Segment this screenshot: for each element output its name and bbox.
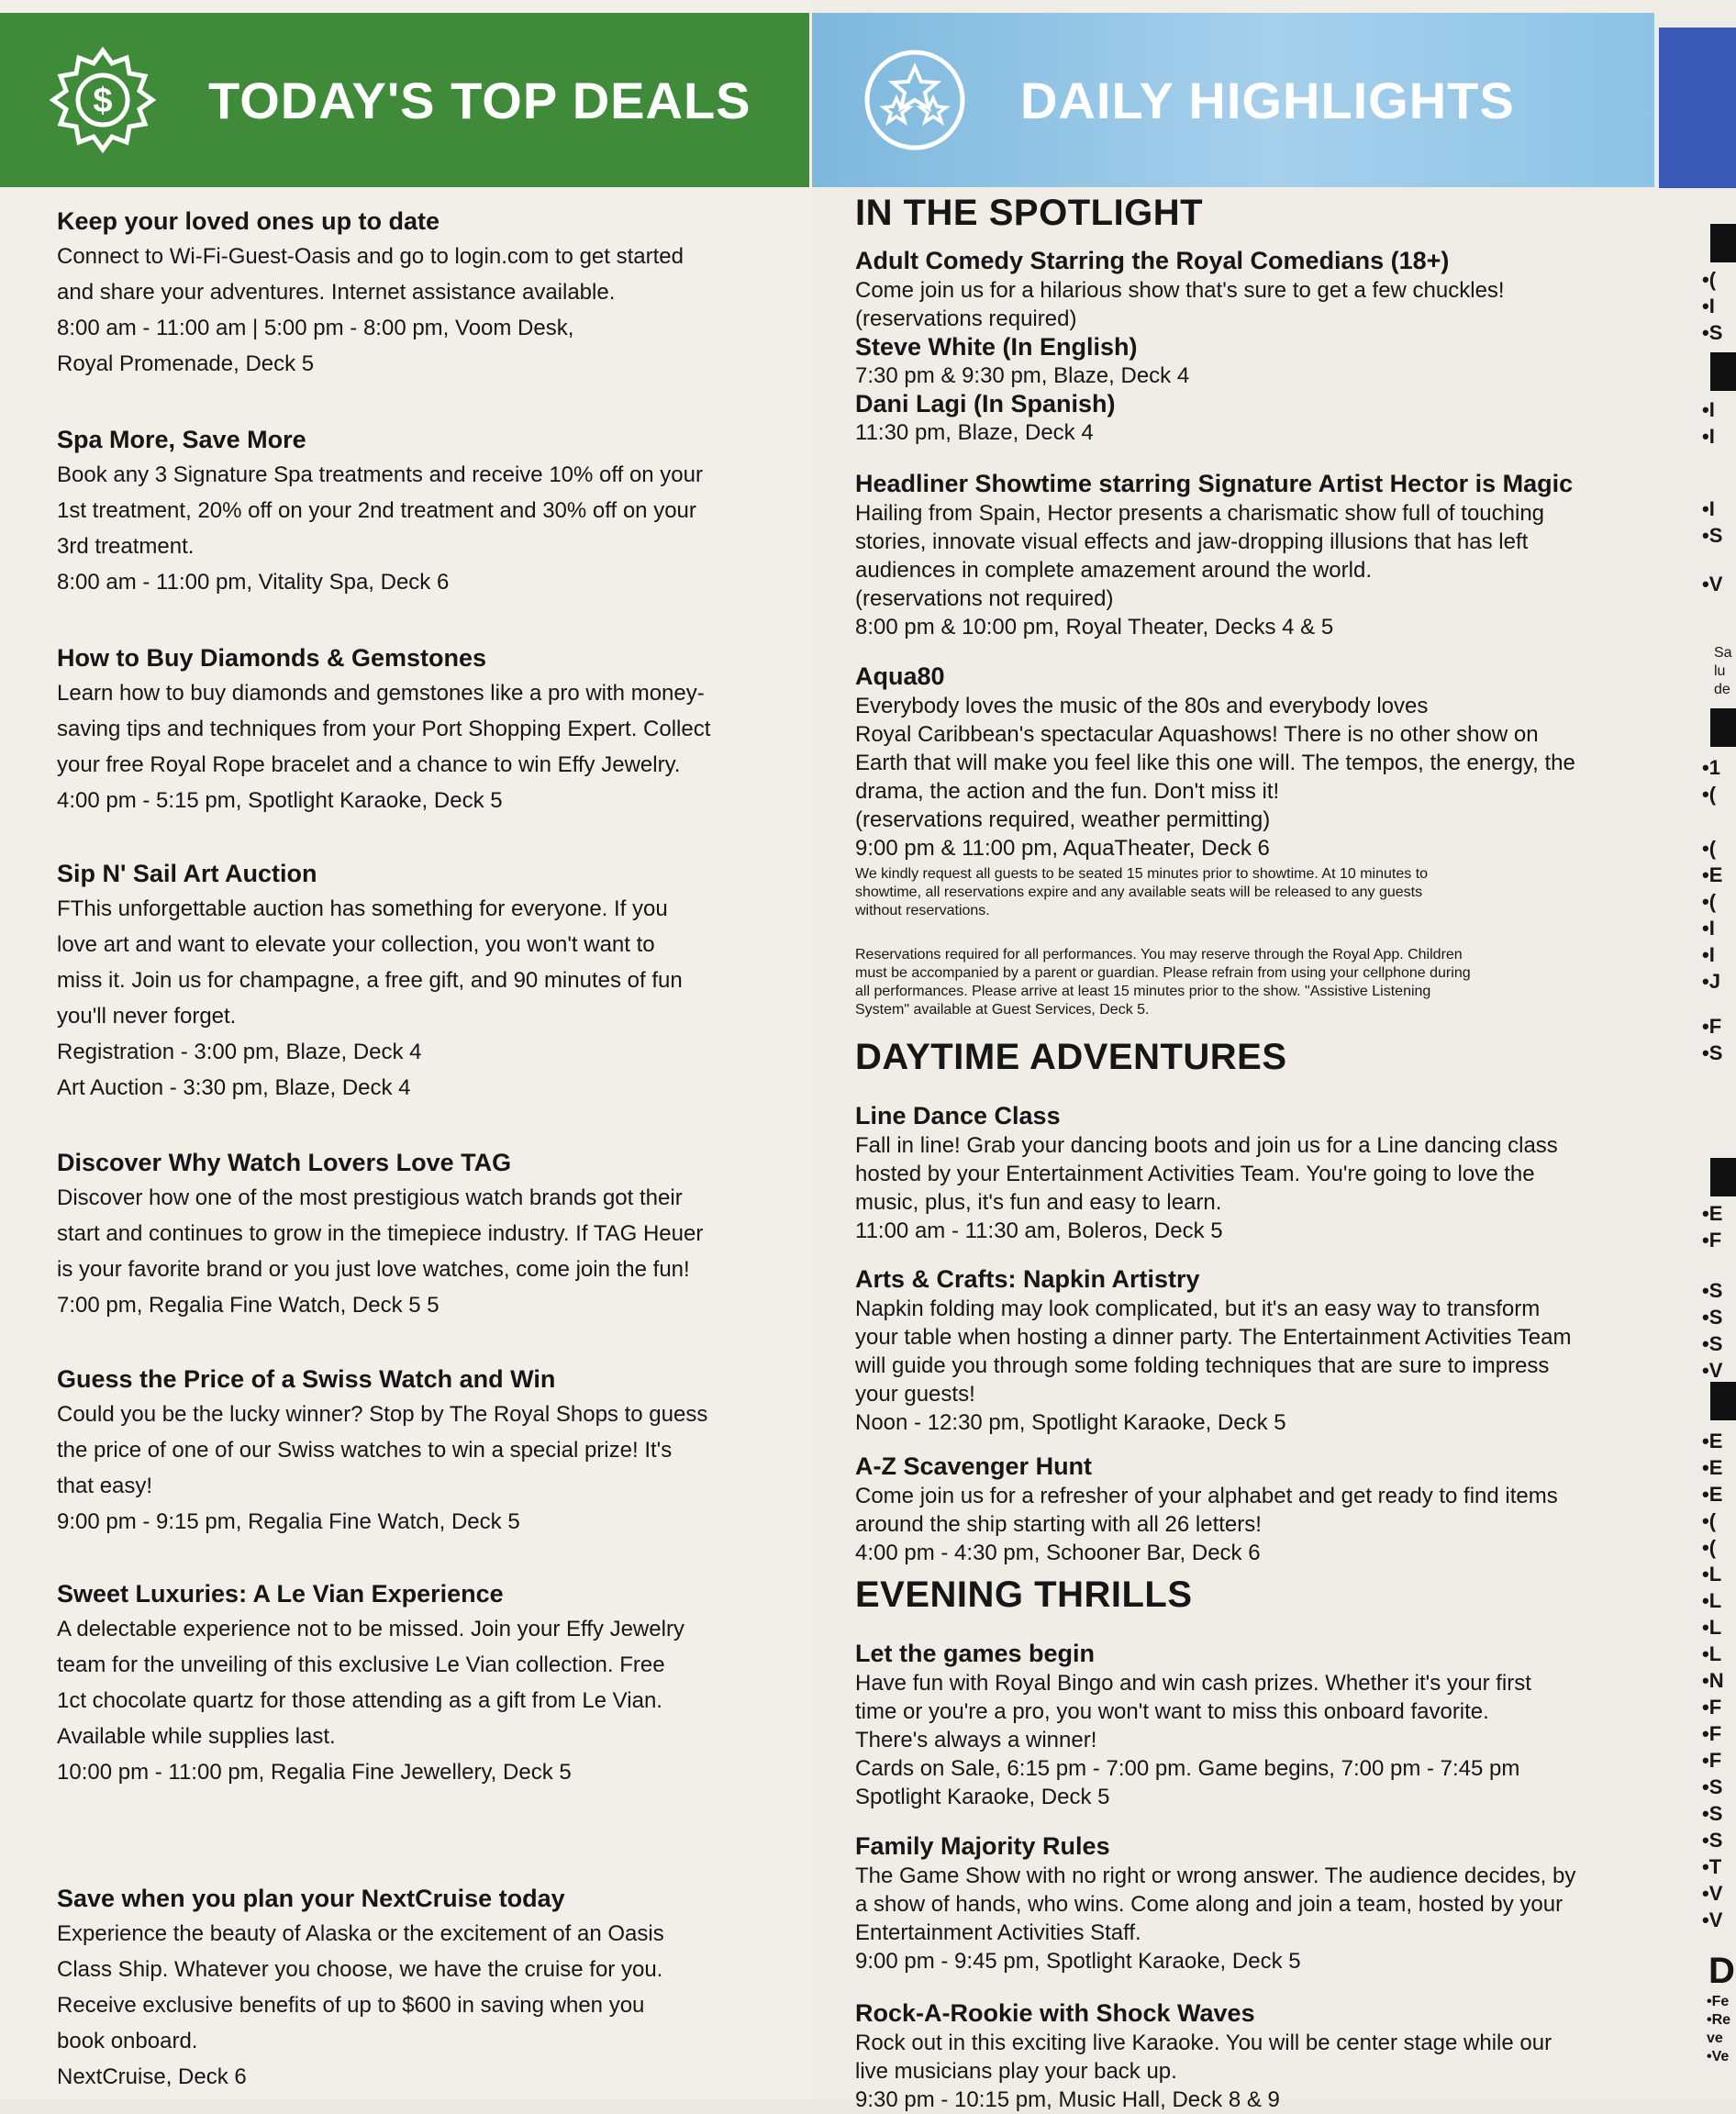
fine-line: System" available at Guest Services, Deck 5.: [855, 1002, 1150, 1018]
bullet-fragment: •S: [1702, 1332, 1723, 1355]
deal-line: Art Auction - 3:30 pm, Blaze, Deck 4: [57, 1075, 411, 1100]
bullet-fragment: •J: [1702, 970, 1720, 993]
event-line: a show of hands, who wins. Come along and join a team, hosted by your: [855, 1892, 1564, 1917]
bullet-fragment: •S: [1702, 1041, 1723, 1064]
bullet-fragment: •E: [1702, 1483, 1723, 1506]
right-bottom-fragment: •Fe •Re ve •Ve: [1707, 1994, 1731, 2064]
deal-line: Learn how to buy diamonds and gemstones like a pro with money-: [57, 681, 705, 706]
event-headliner: [855, 469, 1617, 641]
event-line: live musicians play your back up.: [855, 2059, 1177, 2084]
right-section-tab: [1710, 352, 1736, 391]
bullet-fragment: •I: [1702, 497, 1715, 520]
deal-line: Registration - 3:00 pm, Blaze, Deck 4: [57, 1040, 422, 1064]
bullet-fragment: •I: [1702, 398, 1715, 421]
event-line: 11:00 am - 11:30 am, Boleros, Deck 5: [855, 1218, 1223, 1243]
bullet-fragment: •(: [1702, 1509, 1717, 1532]
top-deals-title: TODAY'S TOP DEALS: [208, 71, 751, 129]
bullet-fragment: •L: [1702, 1563, 1722, 1586]
event-line: 9:30 pm - 10:15 pm, Music Hall, Deck 8 & 9: [855, 2087, 1280, 2112]
event-majority-rules: [855, 1831, 1617, 1975]
bullet-fragment: •T: [1702, 1855, 1722, 1878]
event-line: audiences in complete amazement around the world.: [855, 558, 1372, 583]
event-scavenger: [855, 1452, 1617, 1567]
event-line: stories, innovate visual effects and jaw-dropping illusions that has left: [855, 529, 1529, 554]
event-line: time or you're a pro, you won't want to miss this onboard favorite.: [855, 1699, 1489, 1724]
deal-line: Connect to Wi-Fi-Guest-Oasis and go to login.com to get started: [57, 244, 684, 269]
event-line: Rock out in this exciting live Karaoke. You will be center stage while our: [855, 2031, 1552, 2055]
bullet-fragment: •E: [1702, 863, 1723, 886]
event-title: Rock-A-Rookie with Shock Waves: [855, 1999, 1255, 2027]
bullet-fragment: •S: [1702, 321, 1723, 344]
act-time: 7:30 pm & 9:30 pm, Blaze, Deck 4: [855, 363, 1190, 388]
event-aqua80: [855, 662, 1617, 862]
deal-line: love art and want to elevate your collection, you won't want to: [57, 932, 655, 957]
deal-title: Guess the Price of a Swiss Watch and Win: [57, 1365, 556, 1393]
deal-swiss-watch: [57, 1362, 791, 1540]
deal-line: 4:00 pm - 5:15 pm, Spotlight Karaoke, Deck 5: [57, 788, 503, 813]
bullet-fragment: •I: [1702, 295, 1715, 317]
fine-line: without reservations.: [855, 903, 990, 918]
deal-line: 8:00 am - 11:00 pm, Vitality Spa, Deck 6: [57, 570, 450, 595]
right-bullets-3: [1702, 495, 1722, 549]
dollar-badge-icon: [48, 45, 158, 155]
event-line: Hailing from Spain, Hector presents a charismatic show full of touching: [855, 501, 1545, 526]
deal-line: is your favorite brand or you just love watches, come join the fun!: [57, 1257, 690, 1282]
reservation-notice: [855, 946, 1617, 1019]
event-line: Royal Caribbean's spectacular Aquashows! There is no other show on: [855, 722, 1539, 747]
deal-nextcruise: [57, 1881, 791, 2095]
right-bullets-1: [1702, 266, 1722, 346]
fine-line: We kindly request all guests to be seated 15 minutes prior to showtime. At 10 minutes to: [855, 866, 1429, 882]
event-line: There's always a winner!: [855, 1728, 1097, 1752]
bullet-fragment: •1: [1702, 756, 1720, 779]
bullet-fragment: •L: [1702, 1589, 1722, 1612]
bullet-fragment: •S: [1702, 1802, 1723, 1825]
deal-line: the price of one of our Swiss watches to win a special prize! It's: [57, 1438, 673, 1463]
deal-line: you'll never forget.: [57, 1004, 237, 1029]
daily-highlights-banner: [812, 13, 1654, 187]
daily-highlights-title: DAILY HIGHLIGHTS: [1020, 71, 1515, 129]
deal-le-vian: [57, 1576, 791, 1790]
right-section-tab: [1710, 1382, 1736, 1420]
right-bullets-6: [1702, 835, 1722, 995]
bullet-fragment: •I: [1702, 917, 1715, 940]
bullet-fragment: •V: [1702, 573, 1723, 595]
deal-line: your free Royal Rope bracelet and a chance to win Effy Jewelry.: [57, 752, 681, 777]
act-name: Dani Lagi (In Spanish): [855, 390, 1116, 417]
event-line: hosted by your Entertainment Activities Team. You're going to love the: [855, 1162, 1535, 1186]
deal-line: A delectable experience not to be missed. Join your Effy Jewelry: [57, 1617, 684, 1641]
right-bullets-10: [1702, 1428, 1724, 1933]
deal-line: NextCruise, Deck 6: [57, 2064, 247, 2089]
bullet-fragment: •(: [1702, 783, 1717, 806]
deal-line: FThis unforgettable auction has something for everyone. If you: [57, 896, 668, 921]
deal-line: saving tips and techniques from your Port Shopping Expert. Collect: [57, 717, 711, 741]
deal-line: 1st treatment, 20% off on your 2nd treatment and 30% off on your: [57, 498, 696, 523]
bullet-fragment: •S: [1702, 1829, 1723, 1852]
bullet-fragment: •S: [1702, 524, 1723, 547]
deal-line: Receive exclusive benefits of up to $600 in saving when you: [57, 1993, 645, 2018]
right-bullets-8: [1702, 1200, 1722, 1253]
deal-title: Keep your loved ones up to date: [57, 207, 440, 235]
svg-text:$: $: [93, 82, 113, 120]
daytime-heading: DAYTIME ADVENTURES: [855, 1037, 1287, 1077]
event-note: (reservations required): [855, 306, 1077, 331]
bullet-fragment: •F: [1702, 1722, 1722, 1745]
fine-line: all performances. Please arrive at least 15 minutes prior to the show. "Assistive Listening: [855, 984, 1431, 999]
event-line: 8:00 pm & 10:00 pm, Royal Theater, Decks 4 & 5: [855, 615, 1334, 640]
right-bullets-5: [1702, 754, 1720, 807]
deal-line: 9:00 pm - 9:15 pm, Regalia Fine Watch, Deck 5: [57, 1509, 520, 1534]
event-line: around the ship starting with all 26 letters!: [855, 1512, 1262, 1537]
event-title: Let the games begin: [855, 1640, 1096, 1667]
fine-line: must be accompanied by a parent or guardian. Please refrain from using your cellphone during: [855, 965, 1471, 981]
event-title: A-Z Scavenger Hunt: [855, 1452, 1093, 1480]
event-line: Have fun with Royal Bingo and win cash prizes. Whether it's your first: [855, 1671, 1531, 1696]
event-napkin: [855, 1264, 1617, 1437]
deal-title: Sip N' Sail Art Auction: [57, 860, 317, 887]
deal-line: Could you be the lucky winner? Stop by The Royal Shops to guess: [57, 1402, 708, 1427]
right-bullets-4: [1702, 571, 1722, 597]
deal-title: Save when you plan your NextCruise today: [57, 1885, 565, 1912]
deal-line: 8:00 am - 11:00 am | 5:00 pm - 8:00 pm, Voom Desk,: [57, 316, 574, 340]
bullet-fragment: •F: [1702, 1229, 1722, 1252]
deal-line: Book any 3 Signature Spa treatments and receive 10% off on your: [57, 462, 703, 487]
bullet-fragment: •F: [1702, 1696, 1722, 1719]
act-name: Steve White (In English): [855, 333, 1138, 361]
bullet-fragment: •(: [1702, 890, 1717, 913]
event-line: your table when hosting a dinner party. The Entertainment Activities Team: [855, 1325, 1572, 1350]
event-comedy: [855, 246, 1617, 447]
deal-line: 3rd treatment.: [57, 534, 195, 559]
event-line: Entertainment Activities Staff.: [855, 1920, 1141, 1945]
event-line: drama, the action and the fun. Don't miss it!: [855, 779, 1280, 804]
bullet-fragment: •L: [1702, 1642, 1722, 1665]
bullet-fragment: •(: [1702, 837, 1717, 860]
deal-line: 7:00 pm, Regalia Fine Watch, Deck 5 5: [57, 1293, 440, 1318]
event-line: 9:00 pm & 11:00 pm, AquaTheater, Deck 6: [855, 836, 1270, 861]
bullet-fragment: •F: [1702, 1749, 1722, 1772]
bullet-fragment: •V: [1702, 1359, 1723, 1382]
right-bullets-9: [1702, 1277, 1722, 1384]
seating-notice: [855, 865, 1617, 920]
deal-line: Class Ship. Whatever you choose, we have the cruise for you.: [57, 1957, 663, 1982]
right-section-tab: [1710, 1158, 1736, 1196]
deal-line: Royal Promenade, Deck 5: [57, 351, 315, 376]
bullet-fragment: •N: [1702, 1669, 1724, 1692]
deal-line: Discover how one of the most prestigious watch brands got their: [57, 1185, 683, 1210]
event-title: Arts & Crafts: Napkin Artistry: [855, 1265, 1200, 1293]
deal-line: team for the unveiling of this exclusive Le Vian collection. Free: [57, 1652, 665, 1677]
event-line: (reservations required, weather permitting): [855, 807, 1271, 832]
deal-title: Spa More, Save More: [57, 426, 306, 453]
event-line: 9:00 pm - 9:45 pm, Spotlight Karaoke, Deck 5: [855, 1949, 1301, 1974]
deal-title: How to Buy Diamonds & Gemstones: [57, 644, 487, 672]
spotlight-heading: IN THE SPOTLIGHT: [855, 193, 1204, 233]
deal-diamonds: [57, 640, 791, 818]
event-line: Come join us for a refresher of your alphabet and get ready to find items: [855, 1484, 1558, 1508]
bullet-fragment: •S: [1702, 1279, 1723, 1302]
right-bullets-7: [1702, 1013, 1722, 1066]
deal-line: book onboard.: [57, 2029, 198, 2053]
event-line: Napkin folding may look complicated, but it's an easy way to transform: [855, 1296, 1541, 1321]
deal-line: miss it. Join us for champagne, a free gift, and 90 minutes of fun: [57, 968, 683, 993]
bullet-fragment: •S: [1702, 1306, 1723, 1329]
bullet-fragment: •V: [1702, 1908, 1723, 1931]
evening-heading: EVENING THRILLS: [855, 1574, 1193, 1615]
bullet-fragment: •(: [1702, 1536, 1717, 1559]
event-title: Line Dance Class: [855, 1102, 1061, 1129]
bullet-fragment: •I: [1702, 425, 1715, 448]
event-line-dance: [855, 1101, 1617, 1245]
event-title: Family Majority Rules: [855, 1832, 1110, 1860]
right-column-edge: [1656, 0, 1736, 2099]
deal-keep-loved-ones: [57, 204, 791, 382]
act-time: 11:30 pm, Blaze, Deck 4: [855, 420, 1094, 445]
deal-line: start and continues to grow in the timepiece industry. If TAG Heuer: [57, 1221, 704, 1246]
right-banner-fragment: [1659, 28, 1736, 188]
bullet-fragment: •(: [1702, 268, 1717, 291]
event-line: music, plus, it's fun and easy to learn.: [855, 1190, 1222, 1215]
event-title: Headliner Showtime starring Signature Artist Hector is Magic: [855, 470, 1574, 497]
right-bullets-2: [1702, 396, 1715, 450]
deal-line: Experience the beauty of Alaska or the excitement of an Oasis: [57, 1921, 664, 1946]
right-section-tab: [1710, 224, 1736, 262]
bullet-fragment: •V: [1702, 1882, 1723, 1905]
right-text-fragment: Sa lu de: [1714, 645, 1732, 697]
bullet-fragment: •E: [1702, 1456, 1723, 1479]
event-line: 4:00 pm - 4:30 pm, Schooner Bar, Deck 6: [855, 1541, 1261, 1565]
event-line: (reservations not required): [855, 586, 1114, 611]
deal-title: Sweet Luxuries: A Le Vian Experience: [57, 1580, 504, 1608]
event-line: Fall in line! Grab your dancing boots and join us for a Line dancing class: [855, 1133, 1558, 1158]
deal-line: 1ct chocolate quartz for those attending as a gift from Le Vian.: [57, 1688, 662, 1713]
stars-badge-icon: [860, 45, 970, 155]
deal-art-auction: [57, 856, 791, 1106]
event-line: Cards on Sale, 6:15 pm - 7:00 pm. Game begins, 7:00 pm - 7:45 pm: [855, 1756, 1520, 1781]
right-section-letter: D: [1708, 1951, 1735, 1991]
deal-line: that easy!: [57, 1474, 153, 1498]
bullet-fragment: •E: [1702, 1202, 1723, 1225]
fine-line: Reservations required for all performances. You may reserve through the Royal App. Children: [855, 947, 1463, 962]
deal-line: and share your adventures. Internet assistance available.: [57, 280, 616, 305]
bullet-fragment: •L: [1702, 1616, 1722, 1639]
deal-tag-watch: [57, 1145, 791, 1323]
event-line: The Game Show with no right or wrong answer. The audience decides, by: [855, 1864, 1576, 1888]
event-title: Adult Comedy Starring the Royal Comedians (18+): [855, 247, 1450, 274]
event-title: Aqua80: [855, 662, 945, 690]
event-rock-a-rookie: [855, 1998, 1617, 2114]
event-line: will guide you through some folding techniques that are sure to impress: [855, 1353, 1550, 1378]
bullet-fragment: •I: [1702, 943, 1715, 966]
bullet-fragment: •E: [1702, 1430, 1723, 1452]
right-section-tab: [1710, 708, 1736, 747]
event-line: your guests!: [855, 1382, 975, 1407]
top-deals-banner: [0, 13, 809, 187]
event-desc: Come join us for a hilarious show that's sure to get a few chuckles!: [855, 278, 1505, 303]
event-line: Spotlight Karaoke, Deck 5: [855, 1785, 1110, 1809]
event-line: Earth that will make you feel like this one will. The tempos, the energy, the: [855, 751, 1575, 775]
fine-line: showtime, all reservations expire and any available seats will be released to any guests: [855, 885, 1423, 900]
deal-spa-more: [57, 422, 791, 600]
event-line: Noon - 12:30 pm, Spotlight Karaoke, Deck 5: [855, 1410, 1286, 1435]
event-line: Everybody loves the music of the 80s and everybody loves: [855, 694, 1429, 718]
event-games: [855, 1639, 1617, 1811]
bullet-fragment: •S: [1702, 1775, 1723, 1798]
deal-title: Discover Why Watch Lovers Love TAG: [57, 1149, 512, 1176]
deal-line: Available while supplies last.: [57, 1724, 336, 1749]
deal-line: 10:00 pm - 11:00 pm, Regalia Fine Jewellery, Deck 5: [57, 1760, 572, 1785]
bullet-fragment: •F: [1702, 1015, 1722, 1038]
